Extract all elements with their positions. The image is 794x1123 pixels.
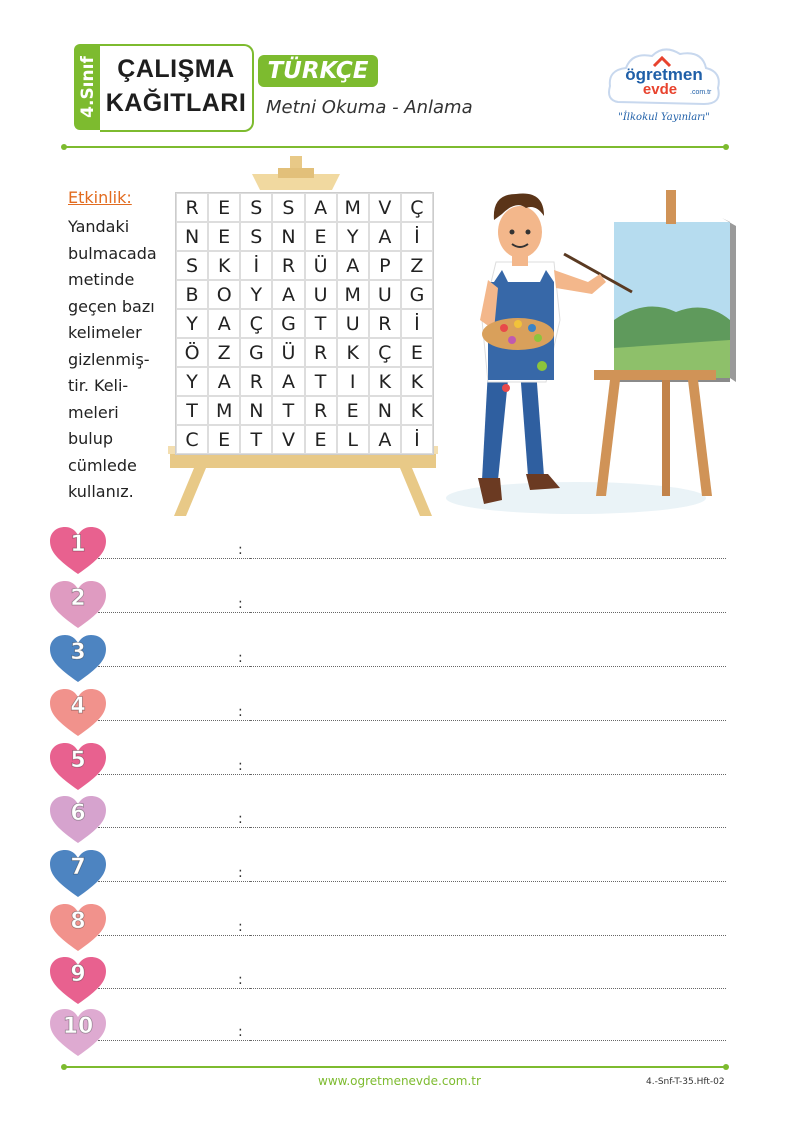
answer-row [48, 903, 738, 949]
logo-main-text: ögretmen [625, 65, 703, 84]
sentence-answer-line[interactable] [250, 988, 726, 989]
puzzle-cell: Ç [401, 193, 433, 222]
puzzle-cell: A [337, 251, 369, 280]
puzzle-cell: U [369, 280, 401, 309]
puzzle-cell: T [176, 396, 208, 425]
heart-number-badge [48, 634, 108, 684]
puzzle-cell: E [208, 425, 240, 454]
puzzle-cell: M [337, 193, 369, 222]
puzzle-cell: R [272, 251, 304, 280]
puzzle-cell: U [337, 309, 369, 338]
answer-number: 8 [70, 909, 86, 934]
answer-row [48, 1008, 738, 1054]
puzzle-cell: I [337, 367, 369, 396]
answer-row [48, 795, 738, 841]
puzzle-cell: Ö [176, 338, 208, 367]
svg-text:"İlkokul Yayınları": "İlkokul Yayınları" [618, 112, 710, 123]
activity-instructions: Yandaki bulmacada metinde geçen bazı kelimeler gizlenmiş-tir. Keli-meleri bulup cümlede kullanız. [68, 217, 157, 501]
footer-divider [64, 1066, 726, 1068]
puzzle-cell: E [305, 222, 337, 251]
puzzle-cell: Z [401, 251, 433, 280]
answer-number: 6 [70, 801, 86, 826]
puzzle-cell: S [240, 193, 272, 222]
puzzle-cell: O [208, 280, 240, 309]
answer-number: 4 [70, 694, 86, 719]
puzzle-cell: İ [240, 251, 272, 280]
heart-number-badge [48, 795, 108, 845]
puzzle-cell: İ [401, 425, 433, 454]
heart-number-badge [48, 849, 108, 899]
puzzle-cell: R [176, 193, 208, 222]
answer-number: 7 [70, 855, 86, 880]
answer-row [48, 742, 738, 788]
sentence-answer-line[interactable] [250, 935, 726, 936]
puzzle-cell: İ [401, 222, 433, 251]
topic-label: Metni Okuma - Anlama [266, 97, 473, 118]
puzzle-cell: A [208, 367, 240, 396]
puzzle-cell: K [401, 367, 433, 396]
puzzle-cell: E [401, 338, 433, 367]
svg-text:.com.tr: .com.tr [690, 89, 712, 96]
puzzle-cell: R [240, 367, 272, 396]
puzzle-cell: N [272, 222, 304, 251]
answer-separator: : [238, 704, 243, 720]
puzzle-cell: L [337, 425, 369, 454]
answer-row [48, 580, 738, 626]
puzzle-cell: K [369, 367, 401, 396]
svg-text:evde: evde [642, 81, 678, 98]
answer-number: 9 [70, 962, 86, 987]
heart-number-badge [48, 526, 108, 576]
answer-separator: : [238, 542, 243, 558]
heart-number-badge [48, 956, 108, 1006]
puzzle-cell: Ç [240, 309, 272, 338]
sentence-answer-line[interactable] [250, 774, 726, 775]
sentence-answer-line[interactable] [250, 612, 726, 613]
answer-row [48, 634, 738, 680]
puzzle-cell: E [305, 425, 337, 454]
answer-row [48, 526, 738, 572]
answer-row [48, 956, 738, 1002]
puzzle-cell: S [240, 222, 272, 251]
page-code: 4.-Snf-T-35.Hft-02 [646, 1077, 725, 1087]
puzzle-cell: G [272, 309, 304, 338]
puzzle-cell: G [401, 280, 433, 309]
puzzle-cell: B [176, 280, 208, 309]
sentence-answer-line[interactable] [250, 558, 726, 559]
puzzle-cell: A [272, 367, 304, 396]
puzzle-cell: T [272, 396, 304, 425]
answer-number: 1 [70, 532, 86, 557]
puzzle-cell: C [176, 425, 208, 454]
puzzle-cell: T [240, 425, 272, 454]
puzzle-cell: Ü [305, 251, 337, 280]
puzzle-cell: E [337, 396, 369, 425]
puzzle-cell: Z [208, 338, 240, 367]
heart-number-badge [48, 903, 108, 953]
answer-row [48, 688, 738, 734]
subject-badge: TÜRKÇE [258, 55, 378, 87]
puzzle-cell: A [272, 280, 304, 309]
puzzle-cell: Y [176, 309, 208, 338]
sentence-answer-line[interactable] [250, 666, 726, 667]
puzzle-cell: V [369, 193, 401, 222]
heart-number-badge [48, 688, 108, 738]
puzzle-cell: R [369, 309, 401, 338]
heart-number-badge [48, 742, 108, 792]
grade-tab [74, 44, 102, 130]
puzzle-cell: S [176, 251, 208, 280]
puzzle-cell: Y [337, 222, 369, 251]
answer-number: 2 [70, 586, 86, 611]
answer-number: 10 [62, 1014, 94, 1039]
puzzle-cell: Y [176, 367, 208, 396]
publisher-logo [604, 44, 724, 128]
puzzle-cell: Ç [369, 338, 401, 367]
puzzle-cell: A [369, 222, 401, 251]
puzzle-cell: K [337, 338, 369, 367]
title-line-1: ÇALIŞMA [117, 55, 235, 83]
puzzle-cell: G [240, 338, 272, 367]
puzzle-cell: S [272, 193, 304, 222]
title-line-2: KAĞITLARI [105, 89, 247, 117]
answer-separator: : [238, 865, 243, 881]
answer-separator: : [238, 972, 243, 988]
answer-separator: : [238, 596, 243, 612]
answer-number: 3 [70, 640, 86, 665]
painter-illustration [436, 170, 736, 515]
puzzle-cell: N [369, 396, 401, 425]
puzzle-cell: N [176, 222, 208, 251]
sentence-answer-line[interactable] [250, 827, 726, 828]
puzzle-cell: U [305, 280, 337, 309]
puzzle-cell: V [272, 425, 304, 454]
puzzle-cell: P [369, 251, 401, 280]
answer-separator: : [238, 650, 243, 666]
puzzle-cell: M [337, 280, 369, 309]
answer-separator: : [238, 1024, 243, 1040]
puzzle-cell: Y [240, 280, 272, 309]
puzzle-cell: E [208, 222, 240, 251]
word-search-grid [175, 192, 434, 455]
puzzle-cell: Ü [272, 338, 304, 367]
answer-separator: : [238, 919, 243, 935]
puzzle-cell: M [208, 396, 240, 425]
puzzle-cell: İ [401, 309, 433, 338]
puzzle-cell: R [305, 396, 337, 425]
sentence-answer-line[interactable] [250, 881, 726, 882]
answer-separator: : [238, 758, 243, 774]
puzzle-cell: T [305, 367, 337, 396]
puzzle-cell: K [401, 396, 433, 425]
worksheet-title [100, 44, 254, 132]
puzzle-cell: T [305, 309, 337, 338]
answer-separator: : [238, 811, 243, 827]
puzzle-cell: N [240, 396, 272, 425]
puzzle-cell: R [305, 338, 337, 367]
heart-number-badge [48, 580, 108, 630]
puzzle-cell: K [208, 251, 240, 280]
grade-label: 4.Sınıf [78, 56, 98, 118]
header-divider [64, 146, 726, 148]
answer-row [48, 849, 738, 895]
activity-label: Etkinlik: [68, 188, 132, 207]
puzzle-cell: E [208, 193, 240, 222]
answer-number: 5 [70, 748, 86, 773]
puzzle-cell: A [208, 309, 240, 338]
puzzle-cell: A [305, 193, 337, 222]
sentence-answer-line[interactable] [250, 720, 726, 721]
website-link[interactable]: www.ogretmenevde.com.tr [318, 1074, 481, 1088]
sentence-answer-line[interactable] [250, 1040, 726, 1041]
heart-number-badge [48, 1008, 108, 1058]
puzzle-cell: A [369, 425, 401, 454]
